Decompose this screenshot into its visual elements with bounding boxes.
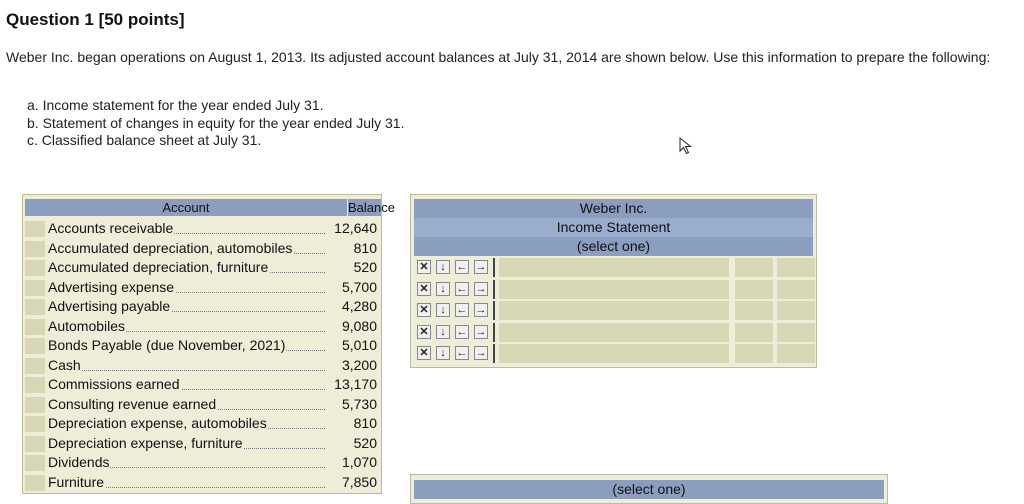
outdent-icon[interactable]: ← xyxy=(456,282,468,295)
question-intro: Weber Inc. began operations on August 1, 2013. Its adjusted account balances at July 31, 2014 are shown below. Use this information to prepare the following: xyxy=(6,49,991,65)
row-marker xyxy=(25,397,45,413)
account-name: Automobiles xyxy=(48,318,325,335)
insert-row-icon[interactable]: ↓ xyxy=(436,282,450,296)
outdent-icon[interactable]: ← xyxy=(456,304,468,316)
account-name: Cash xyxy=(48,357,325,374)
statement-row xyxy=(415,258,815,277)
delete-row-icon[interactable]: ✕ xyxy=(417,346,431,360)
balance-column-header: Balance xyxy=(348,200,395,215)
account-balance: 9,080 xyxy=(341,317,377,334)
account-select-cell[interactable] xyxy=(499,344,729,363)
delete-row-icon[interactable]: ✕ xyxy=(417,260,431,274)
account-name: Consulting revenue earned xyxy=(48,396,325,413)
period-select[interactable]: (select one) xyxy=(414,237,813,256)
divider xyxy=(493,344,495,363)
account-name: Bonds Payable (due November, 2021) xyxy=(48,337,325,354)
account-name: Furniture xyxy=(48,474,325,491)
account-balance: 520 xyxy=(353,434,377,451)
account-name: Dividends xyxy=(48,454,325,471)
account-select-cell[interactable] xyxy=(499,258,729,277)
account-select-cell[interactable] xyxy=(499,280,729,299)
table-row xyxy=(25,278,381,298)
account-column-header: Account xyxy=(162,200,210,215)
row-marker xyxy=(25,475,45,491)
account-name: Advertising expense xyxy=(48,279,325,296)
account-balance: 1,070 xyxy=(341,454,377,470)
row-marker xyxy=(25,319,45,335)
table-row xyxy=(25,297,381,317)
amount-input[interactable] xyxy=(735,301,773,320)
divider xyxy=(493,258,495,277)
delete-row-icon[interactable]: ✕ xyxy=(417,282,431,296)
account-balance: 3,200 xyxy=(341,356,377,373)
indent-icon[interactable]: → xyxy=(475,282,487,295)
account-balance: 7,850 xyxy=(341,473,377,490)
indent-icon[interactable]: → xyxy=(475,325,487,338)
task-list xyxy=(27,97,404,150)
account-balance: 12,640 xyxy=(334,220,377,236)
account-balance: 13,170 xyxy=(334,376,377,392)
table-row xyxy=(25,258,381,278)
statement-row xyxy=(415,280,815,299)
account-name: Accounts receivable xyxy=(48,220,325,237)
statement-row xyxy=(415,301,815,320)
account-name: Depreciation expense, furniture xyxy=(48,435,325,452)
statement-row xyxy=(415,323,815,342)
row-marker xyxy=(25,260,45,276)
table-row xyxy=(25,317,381,337)
indent-icon[interactable]: → xyxy=(475,304,487,316)
table-header xyxy=(25,199,395,216)
table-row xyxy=(25,414,381,434)
task-item: c. Classified balance sheet at July 31. xyxy=(27,132,262,148)
total-input[interactable] xyxy=(777,301,815,320)
indent-icon[interactable]: → xyxy=(475,261,487,273)
total-input[interactable] xyxy=(777,258,815,277)
insert-row-icon[interactable]: ↓ xyxy=(436,260,450,274)
row-marker xyxy=(25,377,45,393)
income-statement-panel xyxy=(410,194,817,368)
statement-row xyxy=(415,344,815,363)
question-title: Question 1 [50 points] xyxy=(6,10,185,29)
equity-statement-panel xyxy=(410,474,888,504)
indent-icon[interactable]: → xyxy=(475,347,487,359)
task-item: a. Income statement for the year ended July 31. xyxy=(27,97,324,113)
table-row xyxy=(25,336,381,356)
statement-title: Income Statement xyxy=(414,218,813,237)
account-balance: 4,280 xyxy=(341,298,377,314)
account-name: Accumulated depreciation, automobiles xyxy=(48,240,325,257)
account-name: Commissions earned xyxy=(48,376,325,393)
row-marker xyxy=(25,221,45,237)
table-row xyxy=(25,375,381,395)
outdent-icon[interactable]: ← xyxy=(456,325,468,338)
insert-row-icon[interactable]: ↓ xyxy=(436,325,450,339)
row-marker xyxy=(25,416,45,432)
amount-input[interactable] xyxy=(735,258,773,277)
row-marker xyxy=(25,241,45,257)
account-balance: 5,700 xyxy=(341,278,377,295)
row-marker xyxy=(25,436,45,452)
table-row xyxy=(25,434,381,454)
row-marker xyxy=(25,358,45,374)
account-name: Advertising payable xyxy=(48,298,325,315)
amount-input[interactable] xyxy=(735,280,773,299)
account-select-cell[interactable] xyxy=(499,301,729,320)
table-row xyxy=(25,453,381,473)
insert-row-icon[interactable]: ↓ xyxy=(436,346,450,360)
table-row xyxy=(25,219,381,239)
table-row xyxy=(25,239,381,259)
outdent-icon[interactable]: ← xyxy=(456,347,468,359)
table-row xyxy=(25,473,381,493)
total-input[interactable] xyxy=(777,323,815,342)
outdent-icon[interactable]: ← xyxy=(456,261,468,273)
delete-row-icon[interactable]: ✕ xyxy=(417,303,431,317)
row-marker xyxy=(25,280,45,296)
row-marker xyxy=(25,299,45,315)
account-balance: 5,010 xyxy=(341,337,377,353)
account-balances-table xyxy=(22,194,395,494)
amount-input[interactable] xyxy=(735,344,773,363)
account-balance: 810 xyxy=(353,239,377,256)
company-name: Weber Inc. xyxy=(414,199,813,218)
account-balance: 810 xyxy=(353,415,377,431)
account-balance: 5,730 xyxy=(341,395,377,412)
table-row xyxy=(25,356,381,376)
delete-row-icon[interactable]: ✕ xyxy=(417,325,431,339)
row-marker xyxy=(25,455,45,471)
period-select[interactable]: (select one) xyxy=(414,480,884,499)
account-name: Accumulated depreciation, furniture xyxy=(48,259,325,276)
divider xyxy=(493,280,495,299)
account-name: Depreciation expense, automobiles xyxy=(48,415,325,432)
row-marker xyxy=(25,338,45,354)
account-select-cell[interactable] xyxy=(499,323,729,342)
task-item: b. Statement of changes in equity for the year ended July 31. xyxy=(27,114,405,131)
total-input[interactable] xyxy=(777,280,815,299)
table-row xyxy=(25,395,381,415)
divider xyxy=(493,301,495,320)
divider xyxy=(493,323,495,342)
total-input[interactable] xyxy=(777,344,815,363)
amount-input[interactable] xyxy=(735,323,773,342)
insert-row-icon[interactable]: ↓ xyxy=(436,303,450,317)
mouse-pointer-icon xyxy=(679,137,695,155)
account-balance: 520 xyxy=(353,259,377,275)
